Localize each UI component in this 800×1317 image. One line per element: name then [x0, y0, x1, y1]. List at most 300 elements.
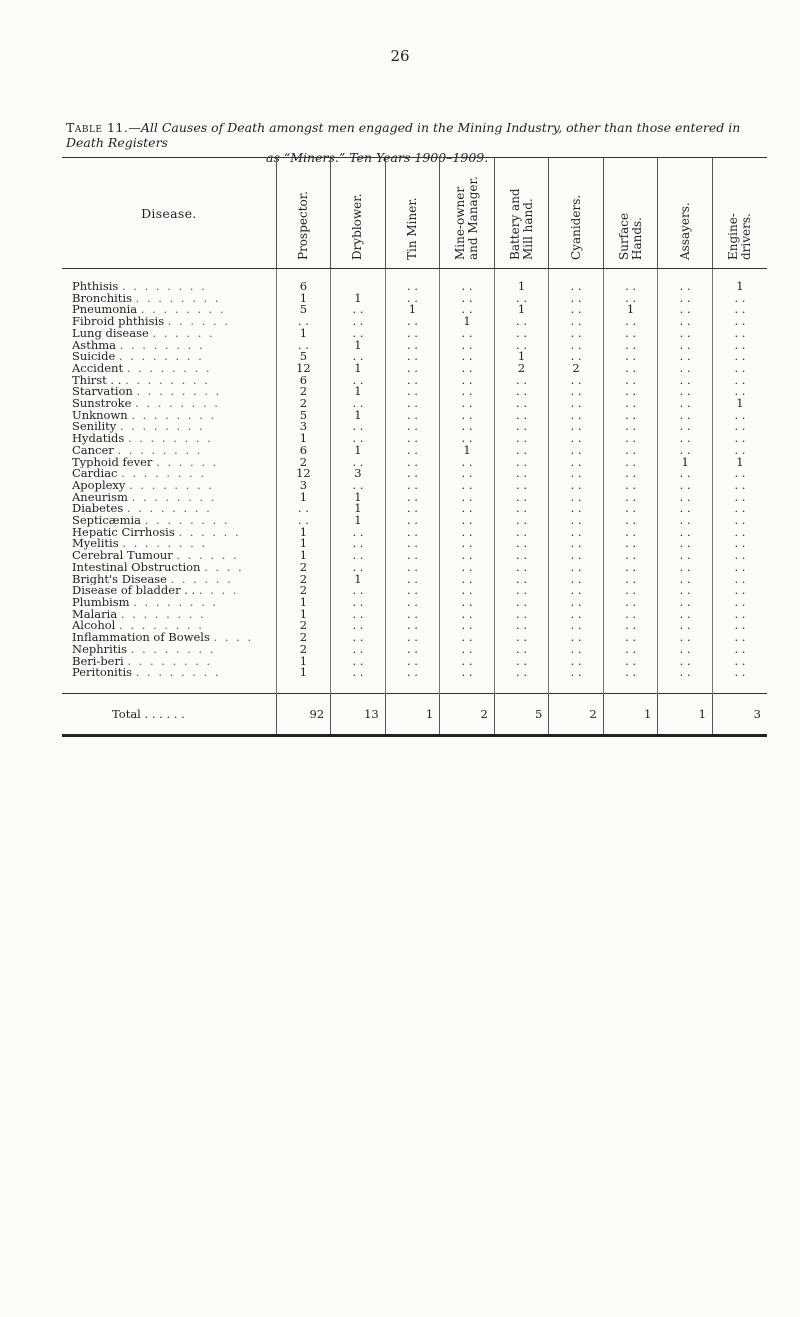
count-cell: . .	[494, 445, 549, 457]
leader-dots: . . . . . .	[152, 327, 215, 340]
count-cell: . .	[549, 492, 604, 504]
disease-cell	[62, 304, 276, 316]
count-cell: . .	[331, 609, 386, 621]
leader-dots: . . . . . . . .	[135, 398, 220, 410]
count-cell: 1	[440, 445, 495, 457]
count-cell: . .	[603, 644, 658, 656]
count-cell: . .	[603, 585, 658, 597]
count-cell: 5	[276, 351, 331, 363]
table-body	[62, 269, 767, 694]
count-cell: . .	[658, 293, 713, 305]
count-cell: . .	[603, 597, 658, 609]
leader-dots: . . . . . . . .	[131, 409, 217, 422]
disease-name: Aneurism	[72, 491, 128, 504]
total-cell: 2	[440, 693, 495, 735]
leader-dots: . . . . . . . .	[121, 468, 206, 480]
leader-dots: . . . . . .	[176, 550, 239, 562]
count-cell: . .	[494, 410, 549, 422]
count-cell: . .	[658, 574, 713, 586]
count-cell: . .	[385, 562, 440, 574]
count-cell: . .	[658, 421, 713, 433]
disease-name: Cardiac	[72, 468, 118, 480]
total-cell: 3	[712, 693, 767, 735]
count-cell: . .	[331, 304, 386, 316]
count-cell: . .	[385, 421, 440, 433]
count-cell: . .	[712, 328, 767, 340]
count-cell: . .	[440, 398, 495, 410]
count-cell: 1	[712, 398, 767, 410]
page-number: 26	[390, 47, 410, 65]
count-cell: . .	[549, 375, 604, 387]
count-cell: 2	[276, 585, 331, 597]
count-cell: . .	[385, 398, 440, 410]
count-cell: . .	[440, 492, 495, 504]
count-cell: . .	[440, 269, 495, 293]
occupation-column-header	[385, 158, 440, 269]
disease-name: Disease of bladder . .	[72, 585, 196, 597]
count-cell: 1	[385, 304, 440, 316]
leader-dots: . . . . . . . .	[135, 667, 221, 680]
count-cell: . .	[331, 433, 386, 445]
count-cell: 1	[276, 597, 331, 609]
count-cell: . .	[549, 457, 604, 469]
disease-name: Inflammation of Bowels	[72, 632, 210, 644]
count-cell: . .	[385, 503, 440, 515]
count-cell: . .	[658, 410, 713, 422]
count-cell: 1	[331, 363, 386, 375]
count-cell: . .	[549, 304, 604, 316]
count-cell: 12	[276, 363, 331, 375]
count-cell: . .	[658, 550, 713, 562]
count-cell: . .	[440, 515, 495, 527]
count-cell: . .	[385, 597, 440, 609]
count-cell: . .	[440, 433, 495, 445]
count-cell: . .	[276, 503, 331, 515]
count-cell: . .	[331, 620, 386, 632]
count-cell: . .	[494, 340, 549, 352]
count-cell: . .	[440, 328, 495, 340]
count-cell: . .	[603, 363, 658, 375]
count-cell: . .	[440, 585, 495, 597]
leader-dots: . . . . . . . .	[122, 279, 207, 293]
count-cell: . .	[549, 574, 604, 586]
leader-dots: . . . . . . . .	[136, 386, 222, 399]
count-cell: . .	[494, 574, 549, 586]
disease-name: Hepatic Cirrhosis	[72, 526, 175, 539]
count-cell: . .	[712, 527, 767, 539]
count-cell: . .	[712, 585, 767, 597]
count-cell: 2	[276, 644, 331, 656]
count-cell: 1	[331, 386, 386, 398]
table-header-row	[62, 158, 767, 269]
occupation-label: Tin Miner.	[404, 196, 419, 260]
count-cell: . .	[603, 480, 658, 492]
leader-dots: . . . . . . . .	[130, 643, 216, 656]
count-cell: . .	[549, 620, 604, 632]
count-cell: . .	[440, 632, 495, 644]
leader-dots: . . . . . . . .	[126, 503, 212, 516]
count-cell: . .	[712, 468, 767, 480]
count-cell: . .	[276, 515, 331, 527]
occupation-label: Engine- drivers.	[725, 212, 753, 260]
count-cell: . .	[658, 667, 713, 693]
occupation-column-header	[712, 158, 767, 269]
count-cell: . .	[440, 574, 495, 586]
count-cell: . .	[549, 597, 604, 609]
count-cell: 1	[712, 457, 767, 469]
count-cell: 1	[276, 538, 331, 550]
count-cell: . .	[549, 562, 604, 574]
count-cell: . .	[494, 316, 549, 328]
mortality-table	[62, 157, 767, 737]
count-cell: . .	[712, 667, 767, 693]
disease-cell	[62, 445, 276, 457]
count-cell: . .	[549, 351, 604, 363]
count-cell: . .	[494, 527, 549, 539]
count-cell: . .	[331, 585, 386, 597]
count-cell: . .	[385, 468, 440, 480]
count-cell: 1	[276, 667, 331, 693]
count-cell: . .	[658, 398, 713, 410]
count-cell: 1	[276, 293, 331, 305]
count-cell: . .	[549, 632, 604, 644]
leader-dots: . . . . . . . .	[119, 620, 204, 633]
count-cell: 2	[276, 398, 331, 410]
disease-cell	[62, 527, 276, 539]
count-cell: . .	[440, 480, 495, 492]
leader-dots: . . . . . .	[178, 526, 241, 539]
count-cell: . .	[712, 480, 767, 492]
disease-cell	[62, 351, 276, 363]
disease-cell	[62, 410, 276, 422]
count-cell: . .	[494, 375, 549, 387]
occupation-column-header	[603, 158, 658, 269]
count-cell: . .	[712, 609, 767, 621]
count-cell: . .	[712, 410, 767, 422]
count-cell: . .	[658, 656, 713, 668]
disease-cell	[62, 398, 276, 410]
leader-dots: . . . . . . . .	[122, 538, 208, 551]
caption-label: Table 11.	[66, 120, 129, 135]
disease-cell	[62, 480, 276, 492]
disease-name: Plumbism	[72, 596, 130, 609]
count-cell: 1	[603, 304, 658, 316]
count-cell: . .	[440, 421, 495, 433]
count-cell: . .	[603, 574, 658, 586]
count-cell: . .	[658, 445, 713, 457]
count-cell: . .	[658, 597, 713, 609]
count-cell: 1	[331, 574, 386, 586]
leader-dots: . . . . . .	[167, 316, 230, 328]
count-cell: . .	[549, 515, 604, 527]
count-cell: . .	[331, 538, 386, 550]
count-cell: 2	[276, 574, 331, 586]
count-cell	[331, 269, 386, 293]
disease-name: Beri-beri	[72, 655, 124, 668]
disease-name: Malaria	[72, 608, 118, 621]
count-cell: . .	[549, 550, 604, 562]
count-cell: . .	[712, 304, 767, 316]
count-cell: . .	[494, 538, 549, 550]
disease-cell	[62, 585, 276, 597]
disease-cell	[62, 316, 276, 328]
count-cell: 1	[276, 492, 331, 504]
count-cell: . .	[331, 457, 386, 469]
total-cell: 13	[331, 693, 386, 735]
disease-name: Hydatids	[72, 433, 125, 445]
disease-cell	[62, 620, 276, 632]
count-cell: . .	[603, 328, 658, 340]
disease-cell	[62, 328, 276, 340]
count-cell: . .	[331, 667, 386, 693]
count-cell: . .	[331, 316, 386, 328]
count-cell: . .	[385, 644, 440, 656]
count-cell: . .	[494, 386, 549, 398]
occupation-column-header	[549, 158, 604, 269]
total-cell: 5	[494, 693, 549, 735]
disease-cell	[62, 574, 276, 586]
count-cell: . .	[603, 351, 658, 363]
count-cell: . .	[658, 480, 713, 492]
count-cell: . .	[385, 386, 440, 398]
count-cell: 1	[440, 316, 495, 328]
count-cell: . .	[494, 503, 549, 515]
table-row	[62, 269, 767, 293]
disease-cell	[62, 421, 276, 433]
leader-dots: . . . . . . . .	[120, 608, 206, 621]
leader-dots: . . . . . . . .	[125, 374, 210, 387]
count-cell: . .	[385, 656, 440, 668]
count-cell: . .	[658, 503, 713, 515]
count-cell: . .	[658, 316, 713, 328]
disease-name: Thirst . .	[72, 374, 122, 387]
disease-name: Alcohol	[72, 620, 116, 633]
leader-dots: . . . . . .	[170, 573, 233, 586]
count-cell: . .	[603, 421, 658, 433]
count-cell: . .	[549, 445, 604, 457]
disease-cell	[62, 644, 276, 656]
count-cell: . .	[712, 351, 767, 363]
count-cell: . .	[494, 492, 549, 504]
count-cell: . .	[549, 433, 604, 445]
count-cell: . .	[440, 644, 495, 656]
leader-dots: . . . .	[204, 561, 244, 574]
count-cell: . .	[603, 433, 658, 445]
count-cell: . .	[494, 667, 549, 693]
count-cell: 2	[276, 457, 331, 469]
disease-name: Accident	[72, 362, 124, 375]
count-cell: . .	[549, 410, 604, 422]
count-cell: . .	[712, 363, 767, 375]
leader-dots: . . . . . . . .	[131, 491, 217, 504]
count-cell: . .	[712, 433, 767, 445]
count-cell: . .	[331, 527, 386, 539]
count-cell: . .	[712, 538, 767, 550]
count-cell: . .	[603, 550, 658, 562]
leader-dots: . . . . . . . .	[140, 304, 226, 317]
count-cell: . .	[549, 538, 604, 550]
count-cell: . .	[603, 527, 658, 539]
disease-cell	[62, 609, 276, 621]
count-cell: . .	[331, 480, 386, 492]
count-cell: . .	[331, 375, 386, 387]
count-cell: . .	[549, 269, 604, 293]
disease-name: Diabetes	[72, 503, 124, 516]
occupation-label: Battery and Mill hand.	[507, 187, 535, 260]
count-cell: 6	[276, 445, 331, 457]
count-cell: . .	[712, 550, 767, 562]
count-cell: . .	[658, 644, 713, 656]
count-cell: 1	[712, 269, 767, 293]
count-cell: . .	[385, 410, 440, 422]
count-cell: . .	[712, 562, 767, 574]
count-cell: . .	[712, 386, 767, 398]
disease-name: Septicæmia	[72, 515, 142, 527]
count-cell: . .	[331, 351, 386, 363]
count-cell: . .	[494, 433, 549, 445]
count-cell: . .	[549, 293, 604, 305]
count-cell: 1	[331, 293, 386, 305]
count-cell: . .	[385, 585, 440, 597]
count-cell: . .	[603, 667, 658, 693]
leader-dots: . . . . . . . .	[117, 444, 203, 457]
count-cell: . .	[658, 538, 713, 550]
count-cell: . .	[494, 644, 549, 656]
count-cell: . .	[440, 363, 495, 375]
count-cell: . .	[494, 515, 549, 527]
disease-cell	[62, 656, 276, 668]
count-cell: 1	[331, 410, 386, 422]
disease-cell	[62, 503, 276, 515]
count-cell: . .	[603, 269, 658, 293]
count-cell: 1	[276, 527, 331, 539]
count-cell: . .	[494, 632, 549, 644]
count-cell: 2	[276, 386, 331, 398]
count-cell: . .	[385, 574, 440, 586]
leader-dots: . . . . . . . .	[118, 351, 204, 363]
count-cell: . .	[658, 620, 713, 632]
disease-cell	[62, 293, 276, 305]
leader-dots: . . . . . . . .	[127, 655, 213, 668]
count-cell: 1	[331, 340, 386, 352]
count-cell: . .	[440, 503, 495, 515]
count-cell: . .	[276, 340, 331, 352]
count-cell: 5	[276, 410, 331, 422]
occupation-column-header	[440, 158, 495, 269]
occupation-label: Surface Hands.	[616, 212, 644, 260]
count-cell: . .	[603, 562, 658, 574]
count-cell: . .	[385, 609, 440, 621]
count-cell: . .	[494, 421, 549, 433]
count-cell: . .	[494, 562, 549, 574]
count-cell: . .	[603, 293, 658, 305]
count-cell: . .	[385, 269, 440, 293]
disease-cell	[62, 363, 276, 375]
occupation-column-header	[331, 158, 386, 269]
count-cell: 1	[331, 445, 386, 457]
total-cell: 1	[385, 693, 440, 735]
count-cell: . .	[549, 328, 604, 340]
count-cell: . .	[440, 457, 495, 469]
count-cell: . .	[549, 656, 604, 668]
count-cell: 1	[658, 457, 713, 469]
disease-name: Asthma	[72, 339, 116, 352]
count-cell: . .	[385, 433, 440, 445]
disease-name: Typhoid fever	[72, 456, 153, 469]
disease-name: Peritonitis	[72, 667, 133, 680]
disease-cell	[62, 667, 276, 693]
count-cell: . .	[494, 293, 549, 305]
total-label: Total . . . . . .	[62, 693, 276, 735]
count-cell: 1	[276, 656, 331, 668]
count-cell: . .	[712, 293, 767, 305]
count-cell: . .	[712, 316, 767, 328]
leader-dots: . . . .	[198, 585, 239, 597]
count-cell: . .	[440, 293, 495, 305]
count-cell: . .	[549, 386, 604, 398]
count-cell: . .	[658, 632, 713, 644]
count-cell: . .	[494, 597, 549, 609]
count-cell: . .	[603, 398, 658, 410]
caption-text-continued: as “Miners.” Ten Years 1900–1909.	[266, 150, 489, 165]
disease-name: Bronchitis	[72, 292, 133, 305]
count-cell: . .	[712, 492, 767, 504]
count-cell: . .	[331, 656, 386, 668]
count-cell: . .	[658, 527, 713, 539]
count-cell: . .	[331, 398, 386, 410]
mortality-table-container	[62, 157, 767, 737]
count-cell: . .	[440, 410, 495, 422]
occupation-column-header	[658, 158, 713, 269]
disease-name: Cancer	[72, 444, 114, 457]
count-cell: . .	[494, 656, 549, 668]
leader-dots: . . . .	[213, 632, 254, 644]
count-cell: . .	[712, 375, 767, 387]
count-cell: . .	[712, 574, 767, 586]
total-cell: 92	[276, 693, 331, 735]
disease-cell	[62, 386, 276, 398]
disease-cell	[62, 433, 276, 445]
count-cell: . .	[440, 468, 495, 480]
disease-name: Apoplexy	[72, 479, 126, 492]
disease-name: Pneumonia	[72, 304, 138, 317]
count-cell: . .	[658, 269, 713, 293]
count-cell: . .	[440, 562, 495, 574]
count-cell: . .	[658, 363, 713, 375]
occupation-label: Dryblower.	[350, 193, 365, 260]
count-cell: . .	[331, 632, 386, 644]
disease-name: Intestinal Obstruction	[72, 561, 201, 574]
count-cell: . .	[549, 527, 604, 539]
count-cell: . .	[385, 316, 440, 328]
disease-cell	[62, 468, 276, 480]
count-cell: 1	[276, 609, 331, 621]
disease-name: Myelitis	[72, 538, 119, 551]
count-cell: . .	[494, 480, 549, 492]
count-cell: . .	[658, 515, 713, 527]
count-cell: 12	[276, 468, 331, 480]
count-cell: . .	[658, 351, 713, 363]
count-cell: . .	[658, 468, 713, 480]
count-cell: . .	[658, 386, 713, 398]
disease-name: Sunstroke	[72, 398, 132, 410]
count-cell: . .	[712, 632, 767, 644]
count-cell: . .	[494, 457, 549, 469]
count-cell: 3	[276, 421, 331, 433]
count-cell: . .	[712, 421, 767, 433]
count-cell: . .	[440, 340, 495, 352]
count-cell: . .	[385, 340, 440, 352]
